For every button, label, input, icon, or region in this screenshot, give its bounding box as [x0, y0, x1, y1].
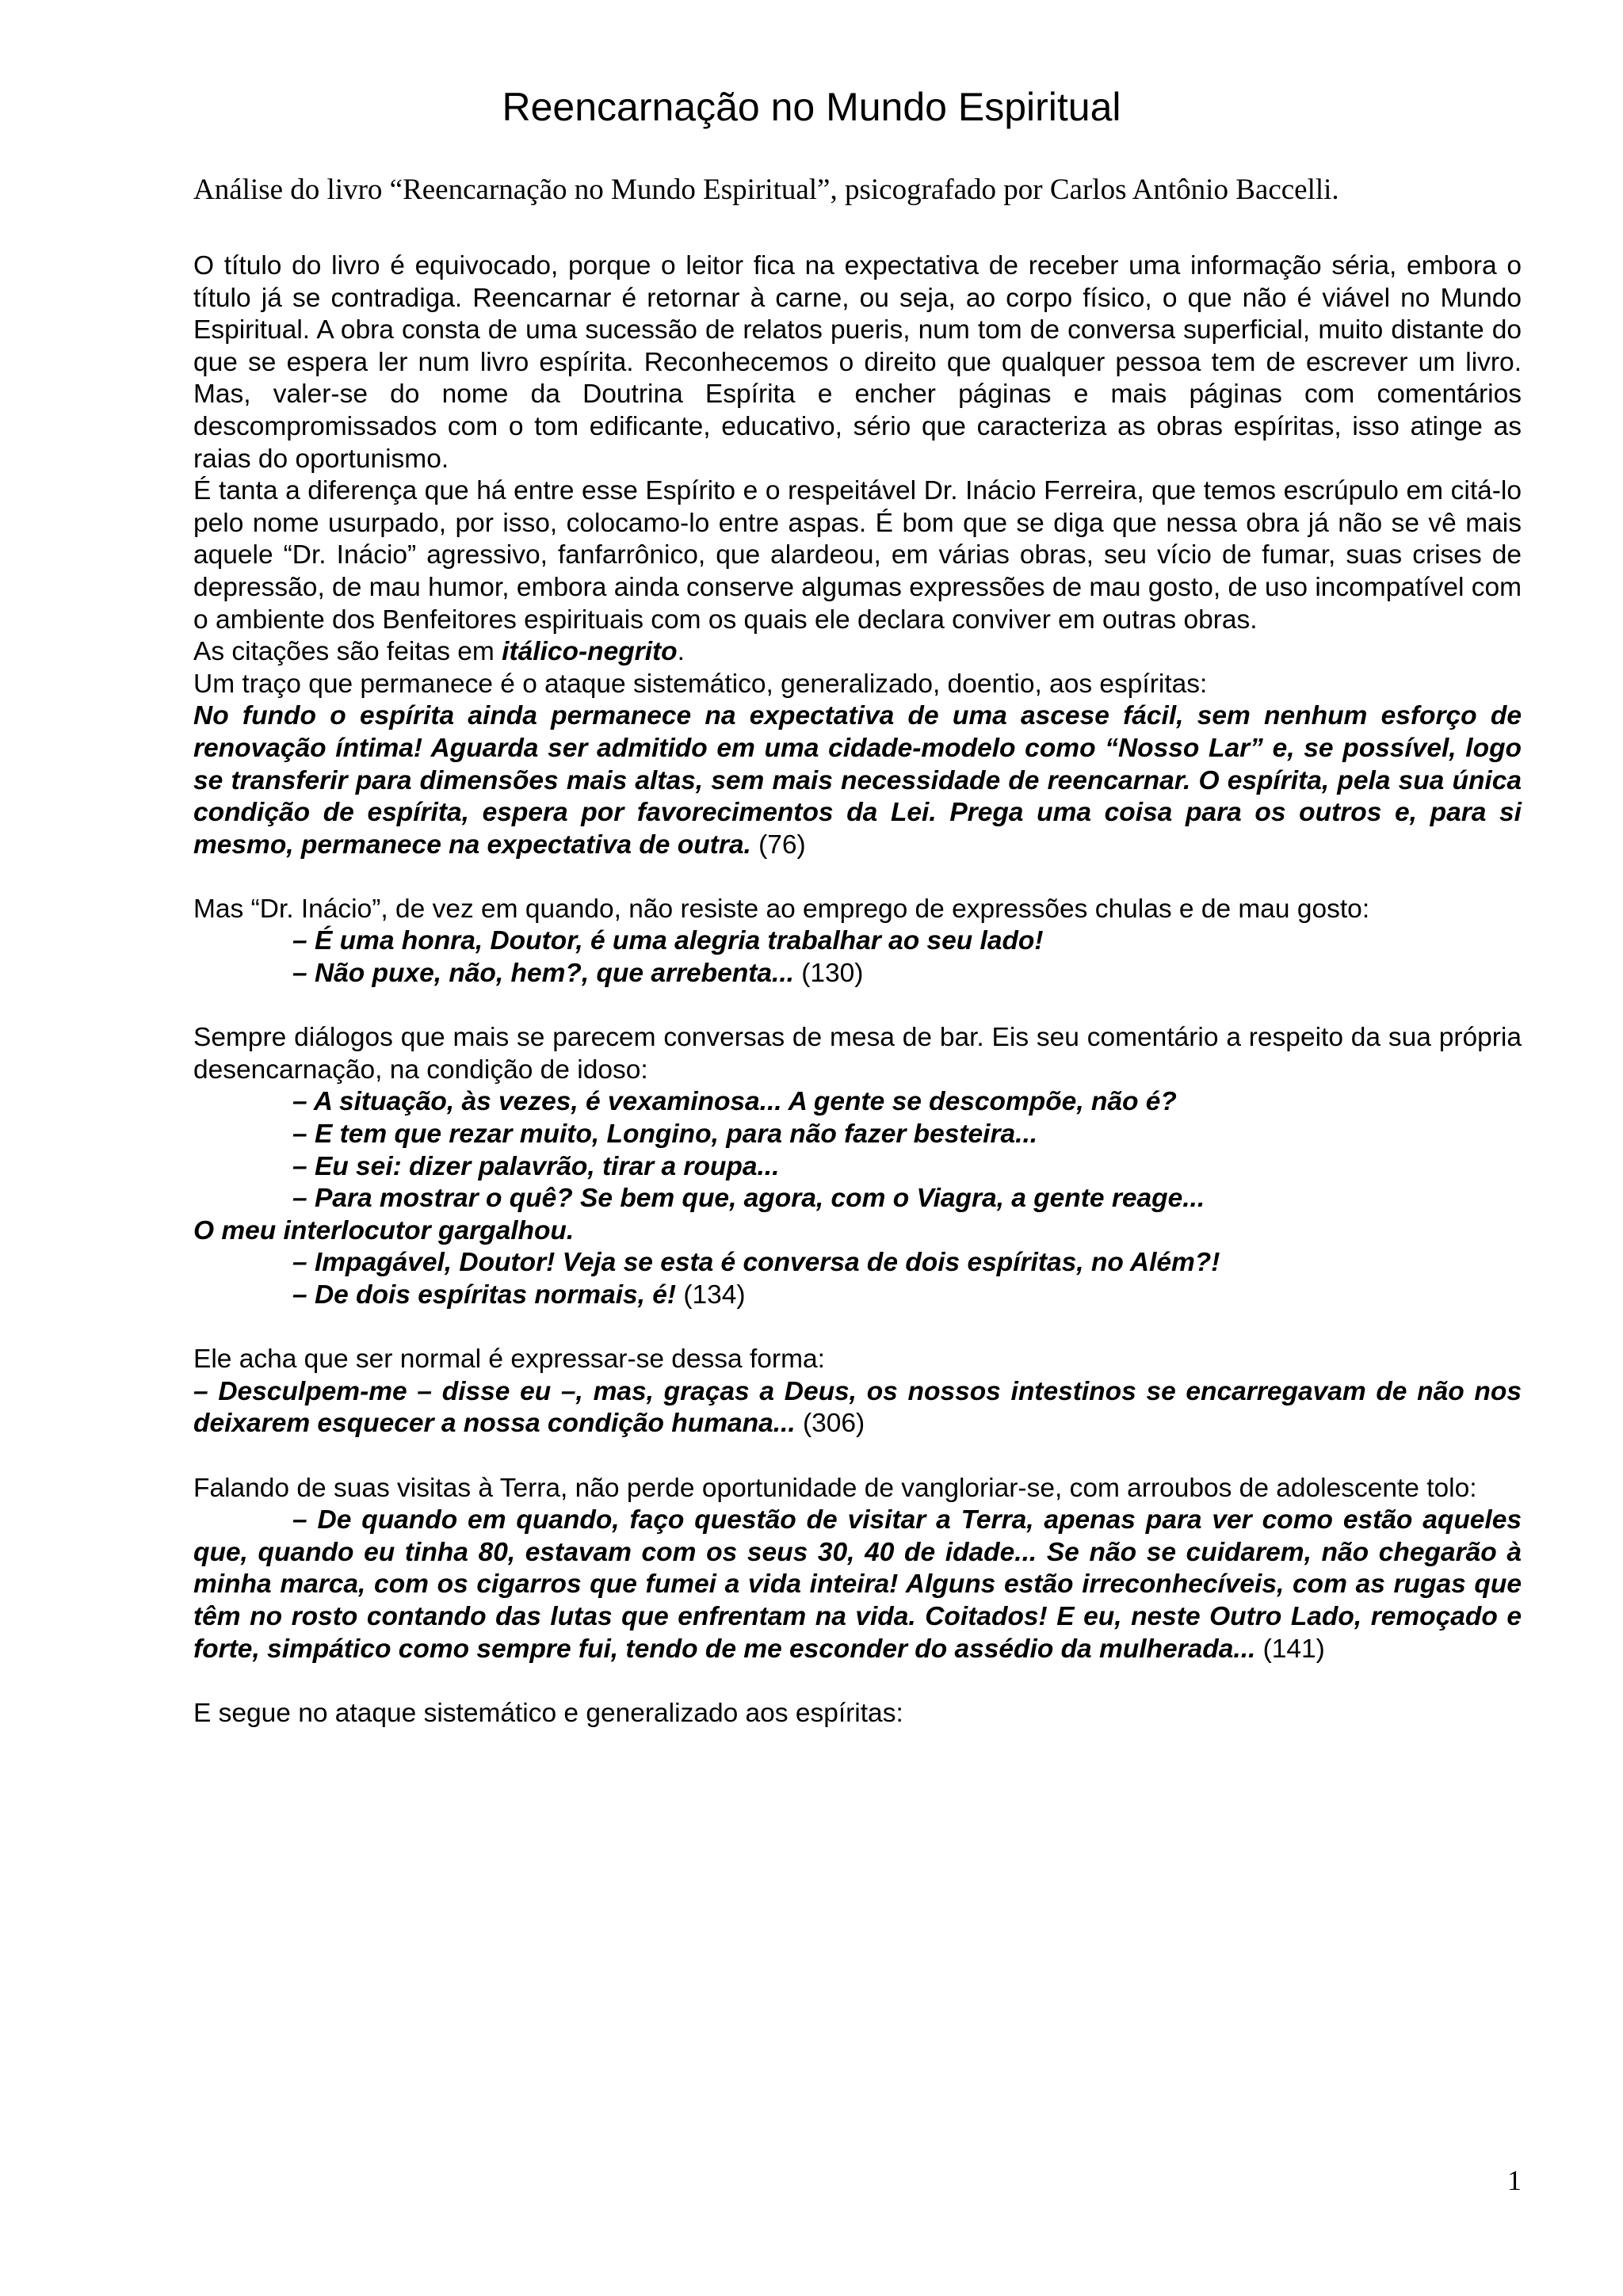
quote-line — [193, 958, 1522, 990]
quote-line — [193, 1151, 1522, 1184]
paragraph-attack: Um traço que permanece é o ataque sistemático, generalizado, doentio, aos espíritas: — [193, 669, 1208, 699]
quote-text: No fundo o espírita ainda permanece na expectativa de uma ascese fácil, sem nenhum esforço de renovação íntima! Aguarda ser admitido em uma cidade-modelo como “Nosso Lar” e, se possível, logo se transferir para dimensões mais altas, sem mais necessidade de reencarnar. O espírita, pela sua única condição de espírita, espera por favorecimentos da Lei. Prega uma coisa para os outros e, para si mesmo, permanece na expectativa de outra. — [193, 701, 1522, 860]
quote-line — [193, 925, 1522, 958]
paragraph-visits: Falando de suas visitas à Terra, não perde oportunidade de vangloriar-se, com arroubos de adolescente tolo: — [193, 1473, 1477, 1503]
quote-text: O meu interlocutor gargalhou. — [193, 1215, 575, 1245]
paragraph-difference: É tanta a diferença que há entre esse Espírito e o respeitável Dr. Inácio Ferreira, que temos escrúpulo em citá-lo pelo nome usurpado, por isso, colocamo-lo entre aspas. É bom que se diga que nessa obra já não se vê mais aquele “Dr. Inácio” agressivo, fanfarrônico, que alardeou, em várias obras, seu vício de fumar, suas crises de depressão, de mau humor, embora ainda conserve algumas expressões de mau gosto, de uso incompatível com o ambiente dos Benfeitores espirituais com os quais ele declara conviver em outras obras. — [193, 476, 1522, 635]
quote-line — [193, 1086, 1522, 1119]
quote-line — [193, 1280, 1522, 1312]
document-body — [193, 250, 1522, 1730]
document-subtitle: Análise do livro “Reencarnação no Mundo Espiritual”, psicografado por Carlos Antônio Baccelli. — [193, 174, 1339, 206]
citation-note-end: . — [677, 637, 685, 667]
quote-text: – Não puxe, não, hem?, que arrebenta... — [292, 959, 794, 989]
quote-line — [193, 1215, 1522, 1248]
quote-reference: (134) — [676, 1280, 746, 1310]
quote-text: – É uma honra, Doutor, é uma alegria trabalhar ao seu lado! — [292, 926, 1044, 956]
quote-reference: (141) — [1255, 1634, 1325, 1664]
paragraph-intro: O título do livro é equivocado, porque o leitor fica na expectativa de receber uma informação séria, embora o título já se contradiga. Reencarnar é retornar à carne, ou seja, ao corpo físico, o que não é viável no Mundo Espiritual. A obra consta de uma sucessão de relatos pueris, num tom de conversa superficial, muito distante do que se espera ler num livro espírita. Reconhecemos o direito que qualquer pessoa tem de escrever um livro. Mas, valer-se do nome da Doutrina Espírita e encher páginas e mais páginas com comentários descompromissados com o tom edificante, educativo, sério que caracteriza as obras espíritas, isso atinge as raias do oportunismo. — [193, 251, 1522, 474]
paragraph-expressions: Mas “Dr. Inácio”, de vez em quando, não resiste ao emprego de expressões chulas e de mau gosto: — [193, 894, 1370, 924]
page-number: 1 — [1507, 2164, 1522, 2196]
quote-text: – E tem que rezar muito, Longino, para não fazer besteira... — [292, 1119, 1038, 1150]
quote-text: – De quando em quando, faço questão de visitar a Terra, apenas para ver como estão aqueles que, quando eu tinha 80, estavam com os seus 30, 40 de idade... Se não se cuidarem, não chegarão à minha marca, com os cigarros que fumei a vida inteira! Alguns estão irreconhecíveis, com as rugas que têm no rosto contando das lutas que enfrentam na vida. Coitados! E eu, neste Outro Lado, remoçado e forte, simpático como sempre fui, tendo de me esconder do assédio da mulherada... — [193, 1505, 1522, 1664]
quote-line — [193, 1119, 1522, 1151]
quote-text: – Desculpem-me – disse eu –, mas, graças a Deus, os nossos intestinos se encarregavam de não nos deixarem esquecer a nossa condição humana... — [193, 1376, 1522, 1439]
document-title: Reencarnação no Mundo Espiritual — [502, 85, 1121, 129]
quote-text: – De dois espíritas normais, é! — [292, 1280, 677, 1310]
quote-line — [193, 1247, 1522, 1280]
quote-reference: (130) — [793, 959, 864, 989]
citation-note-emphasis: itálico-negrito — [502, 637, 678, 667]
paragraph-normal: Ele acha que ser normal é expressar-se dessa forma: — [193, 1344, 825, 1375]
quote-block — [193, 700, 1522, 861]
quote-line — [193, 1183, 1522, 1215]
quote-text: – A situação, às vezes, é vexaminosa... A gente se descompõe, não é? — [292, 1087, 1177, 1117]
quote-text: – Para mostrar o quê? Se bem que, agora, com o Viagra, a gente reage... — [292, 1184, 1205, 1214]
paragraph-citation-note — [193, 636, 1522, 669]
quote-block — [193, 1376, 1522, 1440]
quote-reference: (76) — [750, 830, 806, 860]
quote-text: – Impagável, Doutor! Veja se esta é conversa de dois espíritas, no Além?! — [292, 1248, 1220, 1278]
paragraph-dialogues: Sempre diálogos que mais se parecem conversas de mesa de bar. Eis seu comentário a respeito da sua própria desencarnação, na condição de idoso: — [193, 1023, 1522, 1085]
quote-block — [193, 1505, 1522, 1665]
quote-reference: (306) — [795, 1409, 865, 1439]
quote-text: – Eu sei: dizer palavrão, tirar a roupa... — [292, 1151, 780, 1181]
paragraph-final: E segue no ataque sistemático e generalizado aos espíritas: — [193, 1698, 903, 1728]
citation-note-text: As citações são feitas em — [193, 637, 502, 667]
